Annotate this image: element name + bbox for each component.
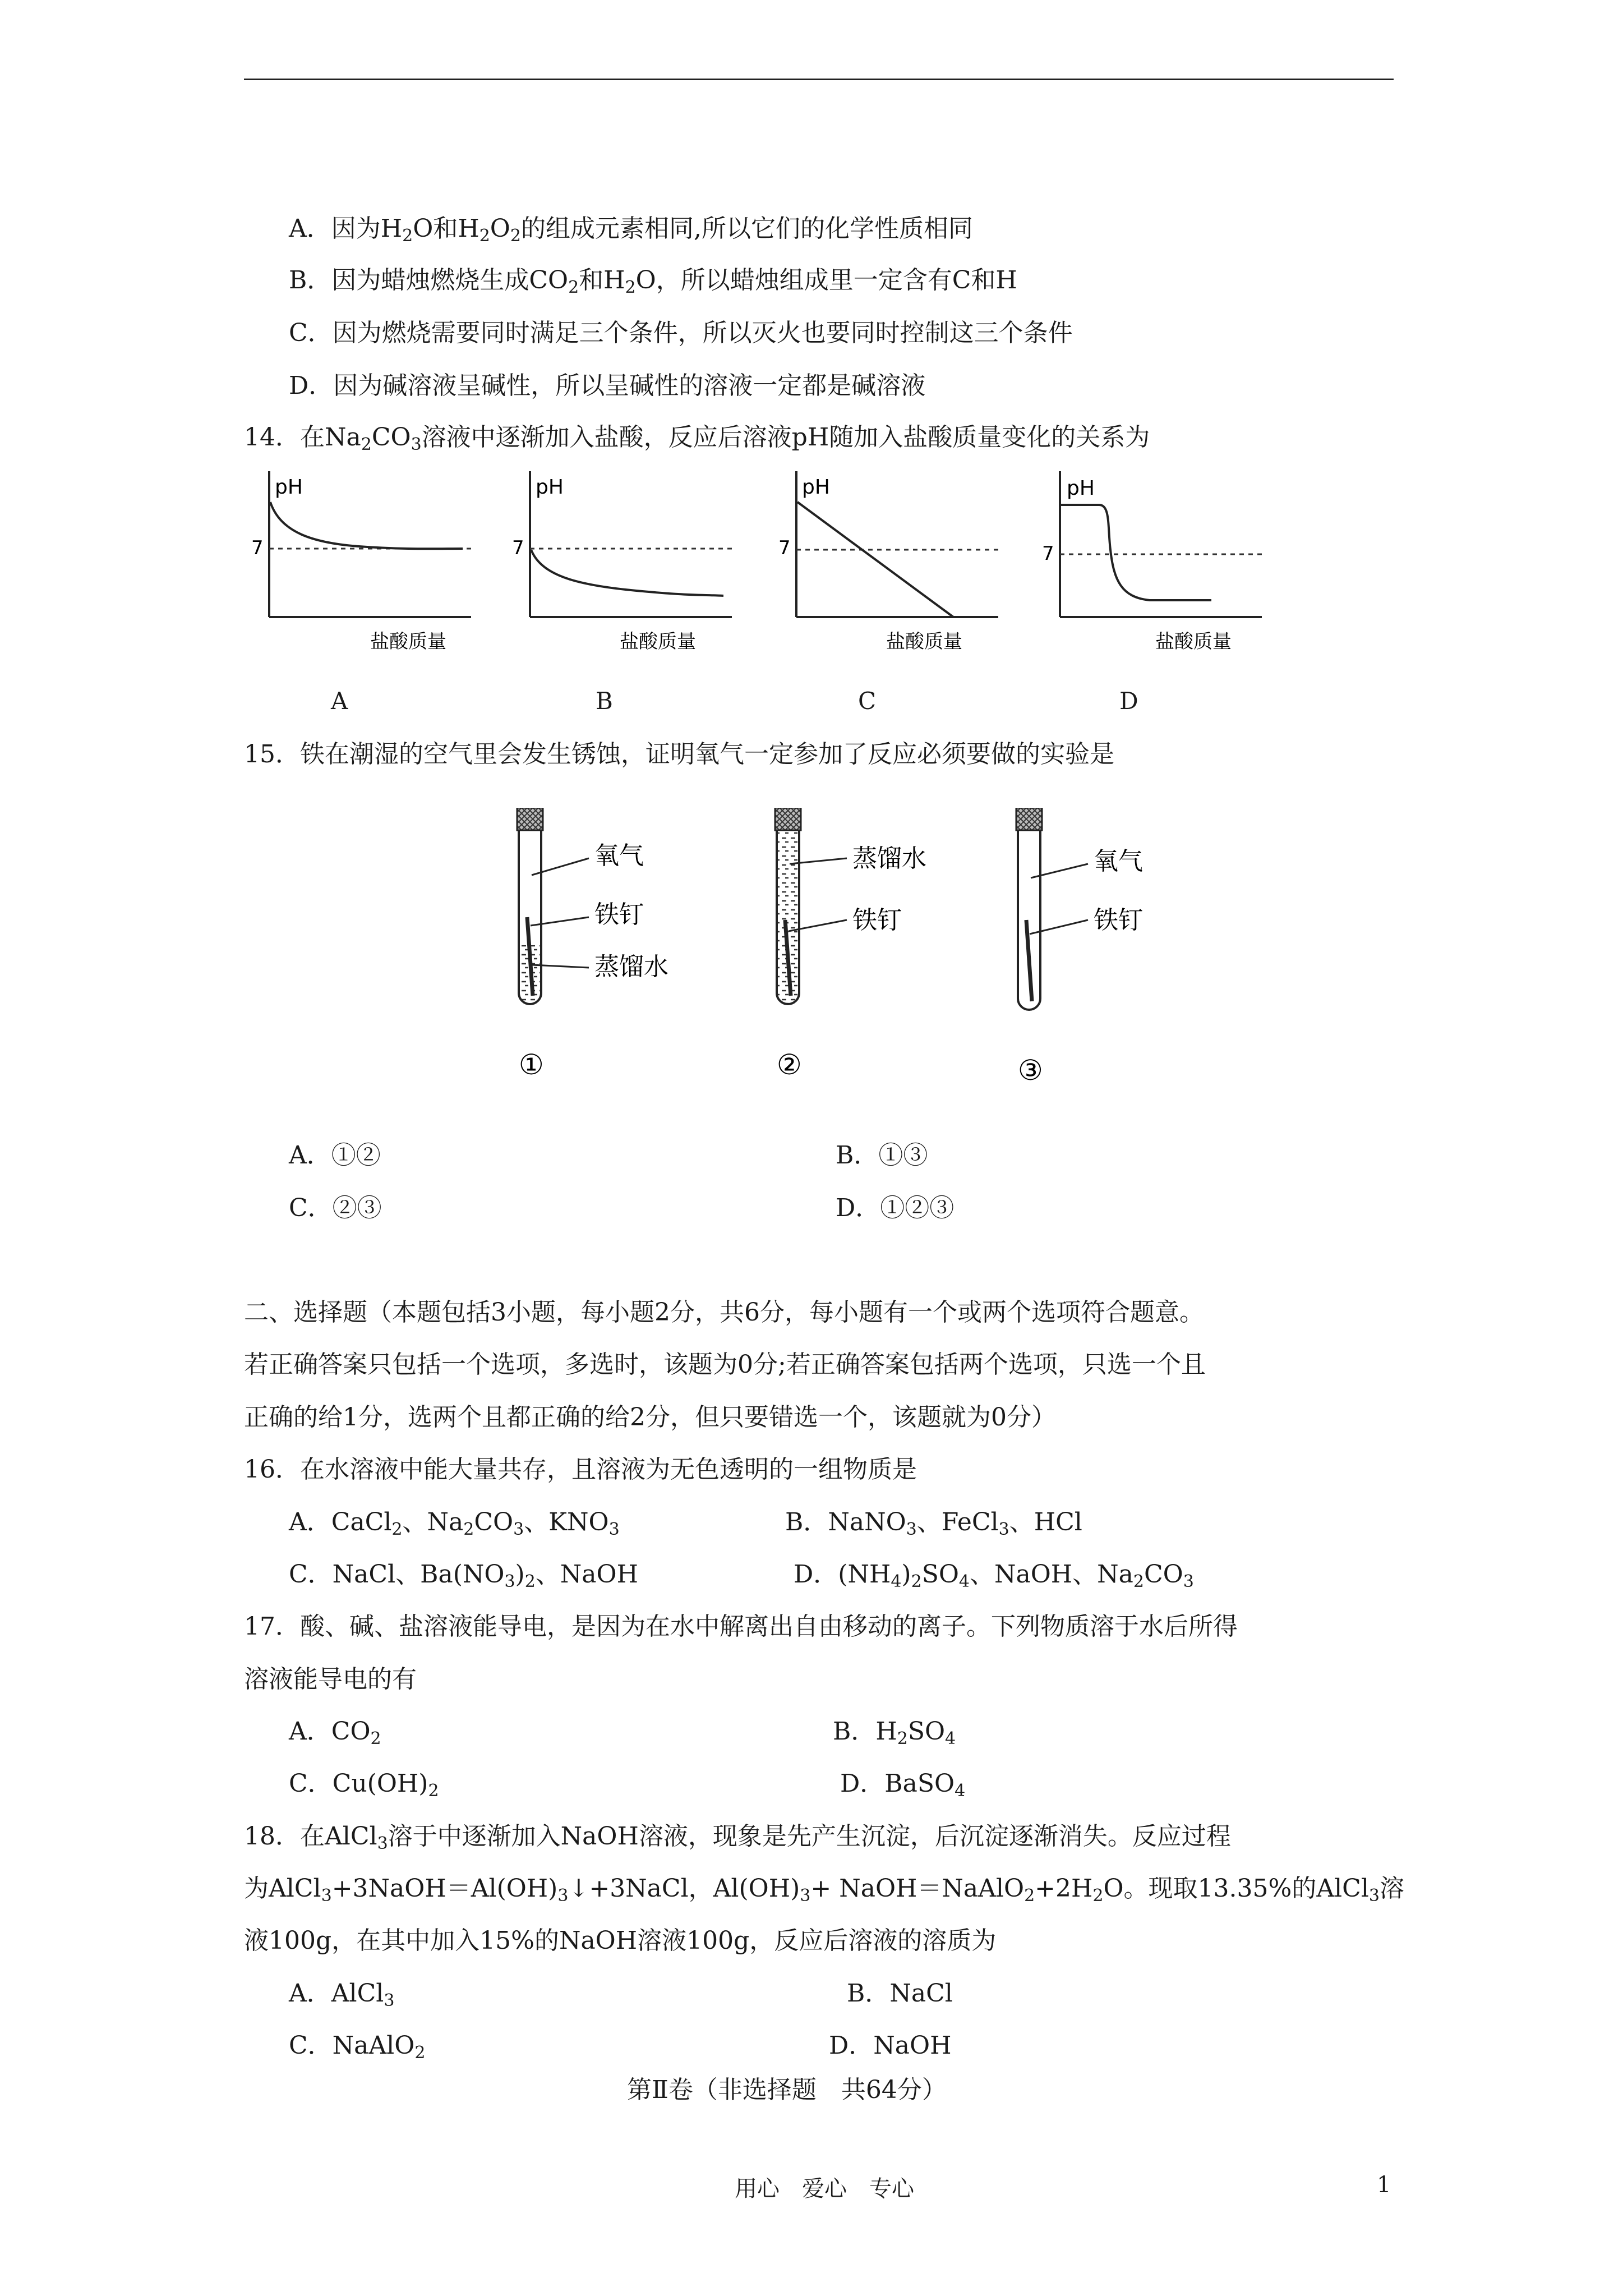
chart-b-ylabel: pH	[536, 476, 564, 499]
tube-1-leader-nail	[531, 917, 589, 926]
chart-b	[508, 460, 754, 662]
q18-option-c: C．NaAlO$_2$	[289, 2031, 426, 2063]
q18-stem-line2: 为$AlCl_3+3NaOH=Al(OH)_3↓+3NaCl$，$Al(OH)_3+$ $NaOH=NaAlO_2+2H_2O$。现取13.35%的AlCl$_3$溶	[244, 1874, 1405, 1906]
q15-option-d: D．①②③	[836, 1194, 955, 1222]
header-rule	[244, 79, 1394, 80]
tube-3-stopper	[1016, 808, 1042, 830]
tube-1-label-nail: 铁钉	[594, 900, 644, 929]
chart-a-curve	[270, 502, 463, 549]
q17-option-a: A．$CO_2$	[289, 1717, 381, 1749]
chart-c-xlabel: 盐酸质量	[886, 631, 962, 653]
q15-option-c: C．②③	[289, 1194, 382, 1222]
tube-3-number: ③	[1018, 1054, 1043, 1087]
q18-stem-line1: 18．在AlCl$_3$溶于中逐渐加入NaOH溶液，现象是先产生沉淀，后沉淀逐渐消失。反应过程	[244, 1822, 1231, 1853]
q15-option-a: A．①②	[289, 1141, 381, 1170]
chart-d-curve	[1061, 505, 1211, 600]
chart-c-letter: C	[858, 687, 877, 715]
chart-d-ylabel: pH	[1067, 477, 1095, 500]
tube-3-leader-nail	[1030, 920, 1088, 934]
section2-line2: 若正确答案只包括一个选项，多选时，该题为0分;若正确答案包括两个选项，只选一个且	[244, 1350, 1206, 1379]
q17-option-b: B．$H_2SO_4$	[833, 1717, 956, 1749]
q18-option-d: D．NaOH	[829, 2031, 952, 2060]
chart-a-xlabel: 盐酸质量	[370, 631, 446, 653]
chart-b-curve	[531, 550, 723, 596]
footer-motto: 用心 爱心 专心	[735, 2176, 914, 2202]
page-number: 1	[1377, 2172, 1391, 2198]
q16-stem: 16．在水溶液中能大量共存，且溶液为无色透明的一组物质是	[244, 1455, 917, 1484]
tube-1-label-water: 蒸馏水	[594, 953, 668, 981]
chart-c-ref-label: 7	[778, 537, 791, 559]
chart-a-ylabel: pH	[275, 476, 303, 499]
q16-option-d: D．$(NH_4)_2SO_4$、NaOH、$Na_2CO_3$	[794, 1560, 1194, 1591]
q17-stem-line2: 溶液能导电的有	[244, 1665, 417, 1694]
q15-option-b: B．①③	[836, 1141, 928, 1170]
chart-d-xlabel: 盐酸质量	[1155, 631, 1232, 653]
q16-option-c: C．NaCl、$Ba(NO_3)_2$、NaOH	[289, 1560, 638, 1591]
chart-d-letter: D	[1119, 687, 1138, 715]
section2-line3: 正确的给1分，选两个且都正确的给2分，但只要错选一个，该题就为0分）	[244, 1403, 1056, 1432]
chart-a-ref-label: 7	[251, 537, 264, 559]
section2-line1: 二、选择题（本题包括3小题，每小题2分，共6分，每小题有一个或两个选项符合题意。	[244, 1298, 1204, 1327]
q18-option-b: B．NaCl	[847, 1979, 953, 2008]
q16-option-b: B．NaNO$_3$、FeCl$_3$、HCl	[785, 1508, 1082, 1539]
tube-3-label-oxygen: 氧气	[1094, 847, 1143, 876]
q16-option-a: A．CaCl$_2$、$Na_2CO_3$、$KNO_3$	[289, 1508, 620, 1539]
tube-1	[517, 808, 668, 1081]
q15-stem: 15．铁在潮湿的空气里会发生锈蚀，证明氧气一定参加了反应必须要做的实验是	[244, 740, 1114, 769]
q17-stem-line1: 17．酸、碱、盐溶液能导电，是因为在水中解离出自由移动的离子。下列物质溶于水后所得	[244, 1612, 1238, 1641]
tube-3	[1016, 808, 1143, 1087]
tube-2	[775, 808, 926, 1081]
q13-option-a: A．因为$H_2O$和$H_2O_2$的组成元素相同,所以它们的化学性质相同	[289, 214, 973, 246]
chart-d-ref-label: 7	[1042, 542, 1054, 565]
chart-c-line	[797, 502, 953, 617]
q15-test-tubes	[494, 808, 1307, 1099]
q17-option-d: D．BaSO$_4$	[840, 1769, 966, 1801]
q13-option-b: B．因为蜡烛燃烧生成$CO_2$和$H_2O$，所以蜡烛组成里一定含有C和H	[289, 266, 1017, 297]
tube-3-nail	[1026, 920, 1032, 1001]
chart-b-ref-label: 7	[512, 537, 524, 559]
tube-2-stopper	[775, 808, 801, 830]
q18-stem-line3: 液100g，在其中加入15%的NaOH溶液100g，反应后溶液的溶质为	[244, 1926, 997, 1955]
tube-3-label-nail: 铁钉	[1094, 906, 1143, 935]
tube-1-label-oxygen: 氧气	[594, 841, 644, 870]
chart-b-xlabel: 盐酸质量	[620, 631, 696, 653]
chart-a	[247, 460, 494, 662]
tube-1-number: ①	[519, 1048, 544, 1081]
q13-option-d: D．因为碱溶液呈碱性，所以呈碱性的溶液一定都是碱溶液	[289, 371, 926, 400]
chart-a-letter: A	[331, 687, 348, 715]
q14-stem: 14．在$Na_2CO_3$溶液中逐渐加入盐酸，反应后溶液pH随加入盐酸质量变化的关系为	[244, 423, 1150, 454]
q17-option-c: C．$Cu(OH)_2$	[289, 1769, 439, 1801]
q13-option-c: C．因为燃烧需要同时满足三个条件，所以灭火也要同时控制这三个条件	[289, 319, 1073, 347]
chart-d	[1038, 460, 1284, 662]
tube-2-number: ②	[777, 1048, 802, 1081]
chart-b-letter: B	[596, 687, 613, 715]
chart-c	[774, 460, 1021, 662]
part2-title: 第Ⅱ卷（非选择题 共64分）	[627, 2076, 947, 2104]
chart-c-ylabel: pH	[802, 476, 830, 499]
tube-2-label-water: 蒸馏水	[852, 844, 926, 873]
tube-2-label-nail: 铁钉	[852, 906, 902, 935]
tube-1-stopper	[517, 808, 543, 830]
q18-option-a: A．AlCl$_3$	[289, 1979, 395, 2010]
